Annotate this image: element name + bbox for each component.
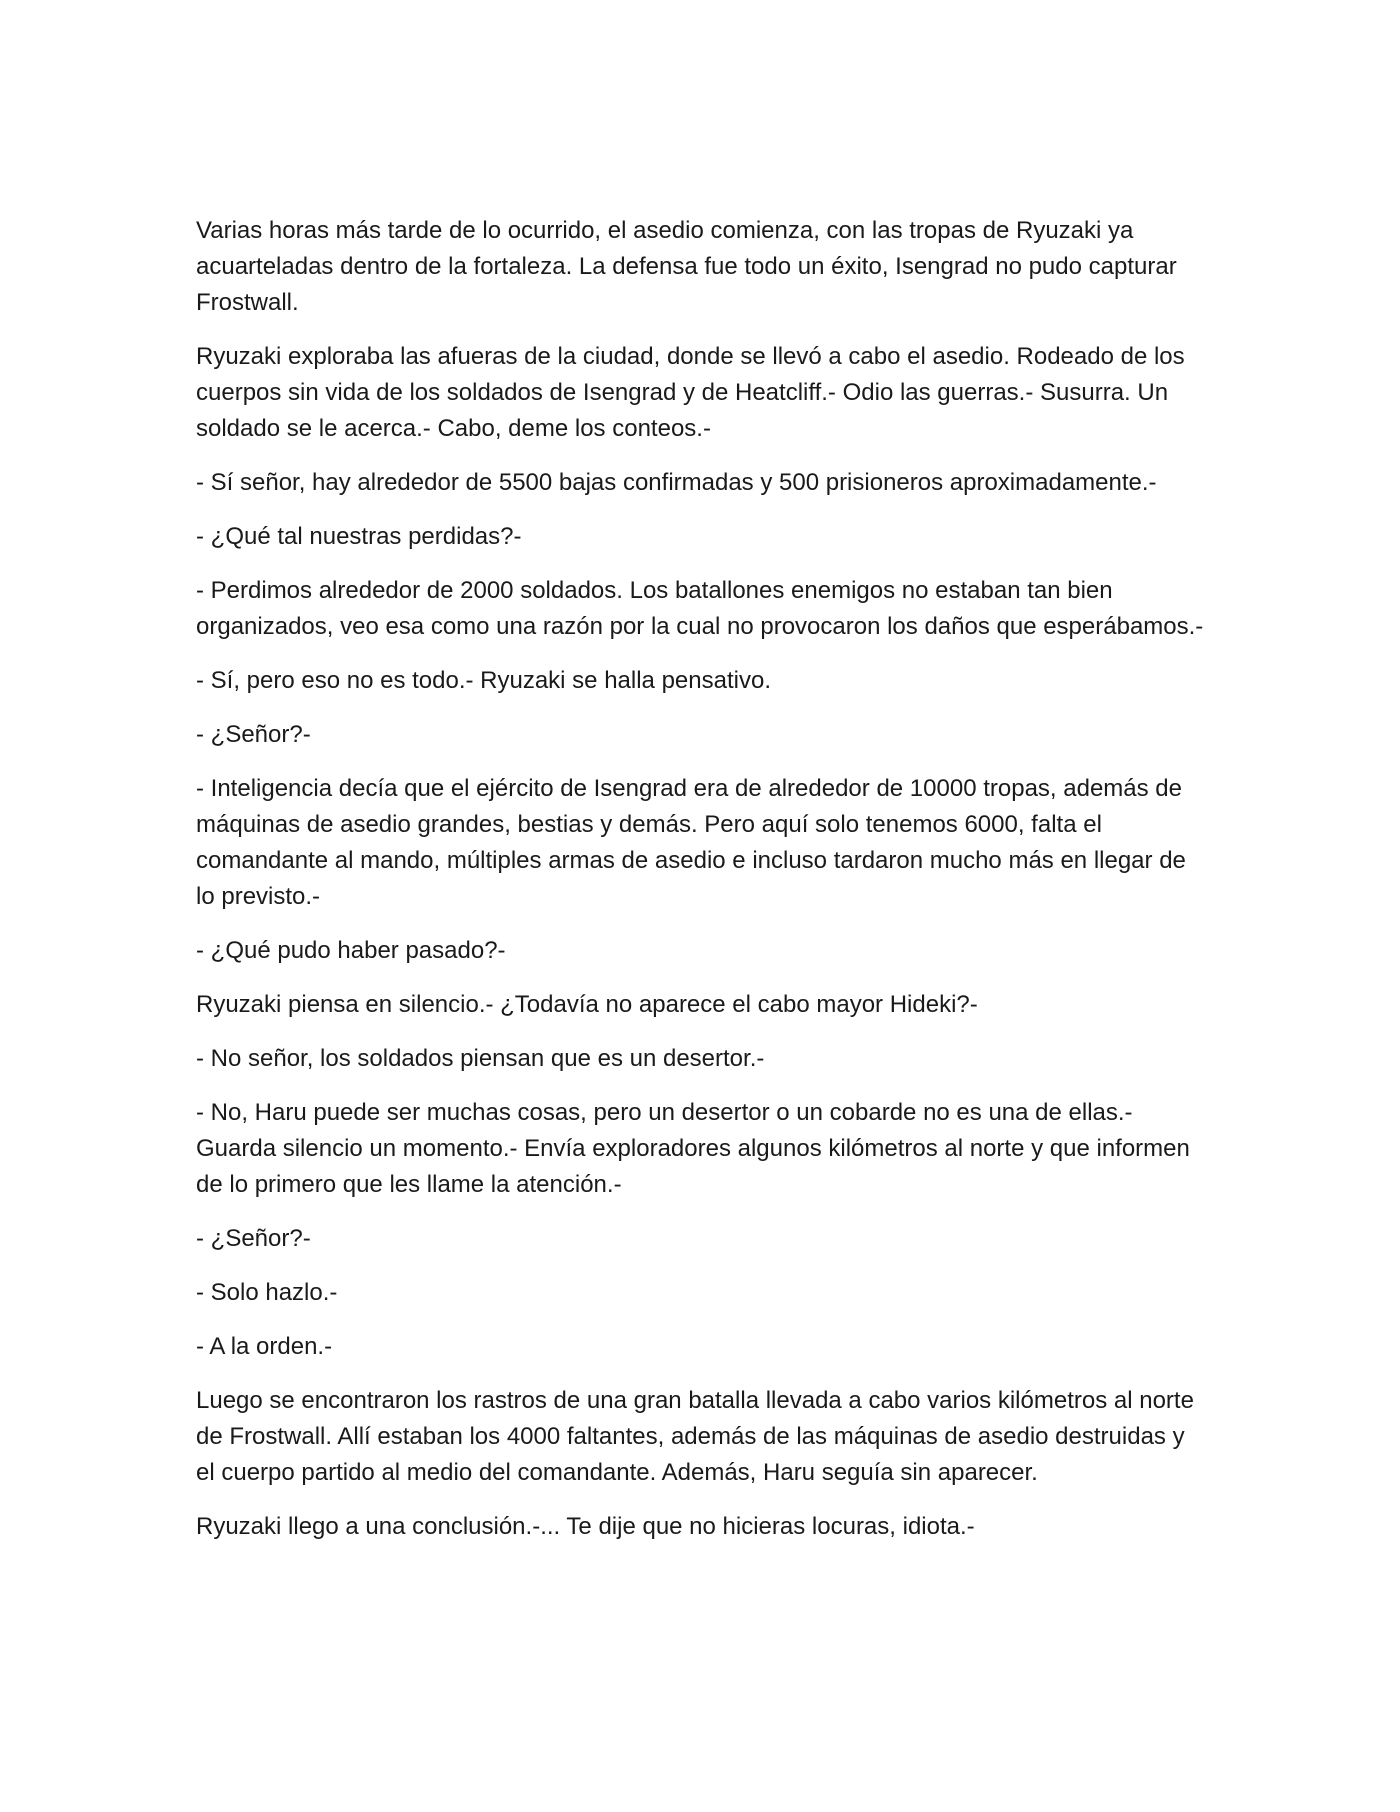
paragraph: Ryuzaki piensa en silencio.- ¿Todavía no aparece el cabo mayor Hideki?- — [196, 991, 978, 1018]
paragraph: - No, Haru puede ser muchas cosas, pero un desertor o un cobarde no es una de ellas.- Guarda silencio un momento.- Envía exploradores algunos kilómetros al norte y que informen de lo primero que les llame la atención.- — [196, 1099, 1190, 1198]
paragraph: Ryuzaki exploraba las afueras de la ciudad, donde se llevó a cabo el asedio. Rodeado de los cuerpos sin vida de los soldados de Isengrad y de Heatcliff.- Odio las guerras.- Susurra. Un soldado se le acerca.- Cabo, deme los conteos.- — [196, 343, 1185, 442]
paragraph: - ¿Señor?- — [196, 1225, 311, 1252]
paragraph: - Inteligencia decía que el ejército de Isengrad era de alrededor de 10000 tropas, además de máquinas de asedio grandes, bestias y demás. Pero aquí solo tenemos 6000, falta el comandante al mando, múltiples armas de asedio e incluso tardaron mucho más en llegar de lo previsto.- — [196, 775, 1186, 910]
paragraph: - A la orden.- — [196, 1333, 333, 1360]
paragraph: - ¿Qué pudo haber pasado?- — [196, 937, 506, 964]
paragraph: Ryuzaki llego a una conclusión.-... Te dije que no hicieras locuras, idiota.- — [196, 1513, 975, 1540]
paragraph: - Solo hazlo.- — [196, 1279, 338, 1306]
paragraph: - ¿Señor?- — [196, 721, 311, 748]
paragraph: - Sí, pero eso no es todo.- Ryuzaki se halla pensativo. — [196, 667, 771, 694]
paragraph: - Perdimos alrededor de 2000 soldados. Los batallones enemigos no estaban tan bien organizados, veo esa como una razón por la cual no provocaron los daños que esperábamos.- — [196, 577, 1204, 640]
paragraph: - ¿Qué tal nuestras perdidas?- — [196, 523, 522, 550]
paragraph: Luego se encontraron los rastros de una gran batalla llevada a cabo varios kilómetros al norte de Frostwall. Allí estaban los 4000 faltantes, además de las máquinas de asedio destruidas y el cuerpo partido al medio del comandante. Además, Haru seguía sin aparecer. — [196, 1387, 1194, 1486]
paragraph: Varias horas más tarde de lo ocurrido, el asedio comienza, con las tropas de Ryuzaki ya acuarteladas dentro de la fortaleza. La defensa fue todo un éxito, Isengrad no pudo capturar Frostwall. — [196, 217, 1177, 316]
document-body — [196, 213, 1206, 1563]
paragraph: - No señor, los soldados piensan que es un desertor.- — [196, 1045, 765, 1072]
paragraph: - Sí señor, hay alrededor de 5500 bajas confirmadas y 500 prisioneros aproximadamente.- — [196, 469, 1157, 496]
